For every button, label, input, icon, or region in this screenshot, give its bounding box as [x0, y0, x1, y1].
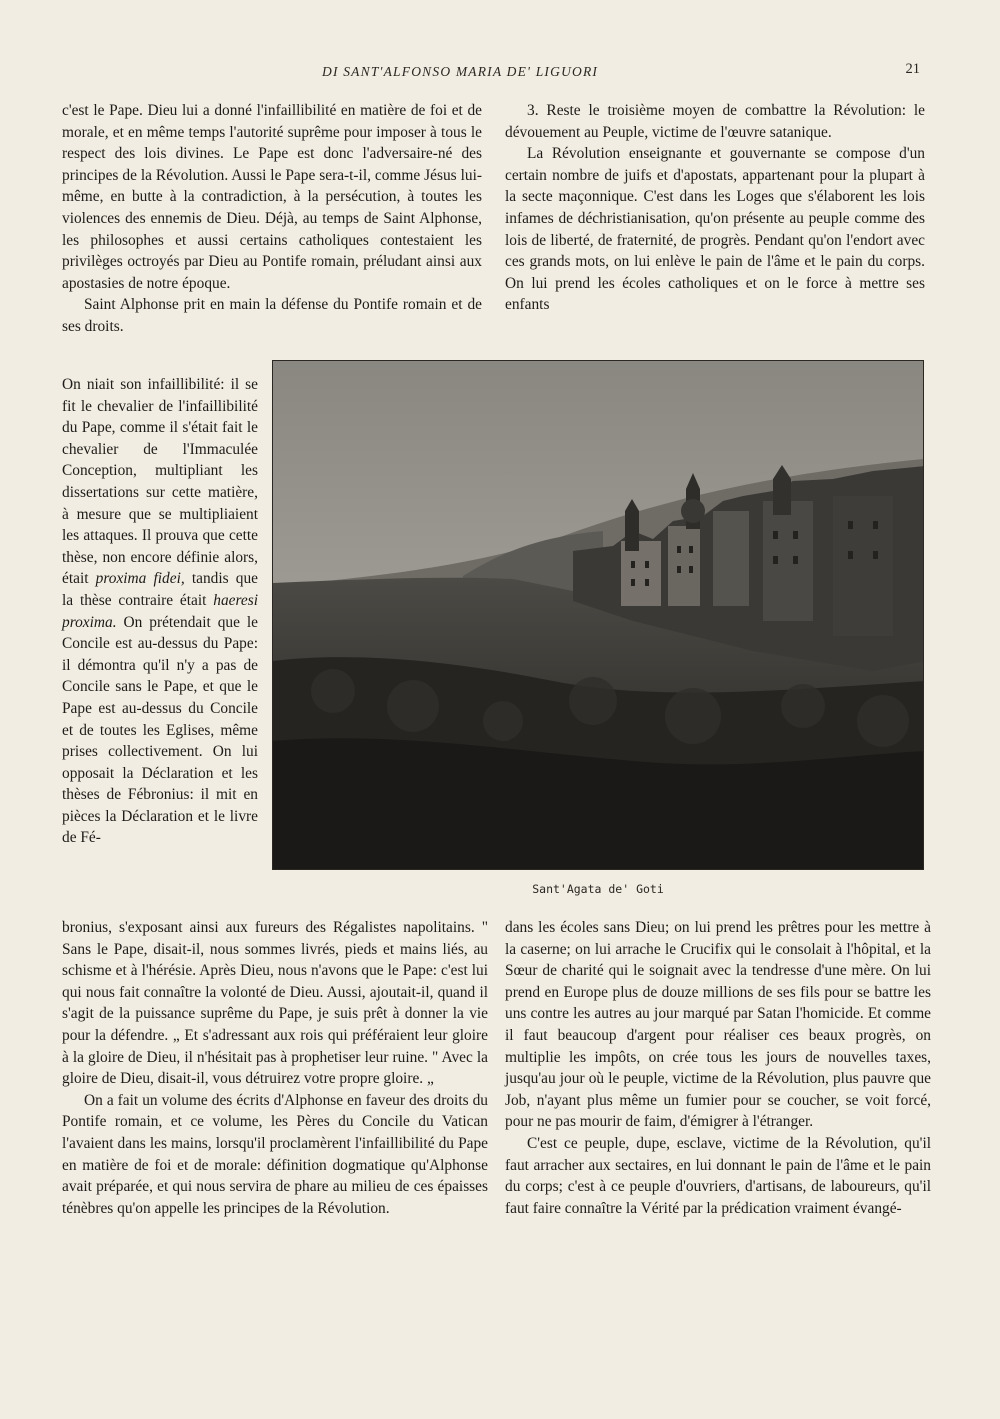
right-column-top	[505, 100, 925, 316]
text-run: On niait son infaillibilité: il se fit le chevalier de l'infaillibilité du Pape, comme il s'était fait le chevalier de l'Immaculée Conception, multipliant les dissertations sur cette matière, à mesure que se multipliaient les attaques. Il prouva que cette thèse, non encore définie alors, était	[62, 376, 258, 588]
left-column-top	[62, 100, 482, 338]
paragraph: c'est le Pape. Dieu lui a donné l'infaillibilité en matière de foi et de morale, et en même temps l'autorité suprême pour imposer à tous le respect des lois divines. Le Pape est donc l'adversaire-né des principes de la Révolution. Aussi le Pape sera-t-il, comme Jésus lui-même, en butte à la contradiction, à la persécution, à toutes les violences des ennemis de Dieu. Déjà, au temps de Saint Alphonse, les philosophes et aussi certains catholiques contestaient les privilèges octroyés par Dieu au Pontife romain, préludant ainsi aux apostasies de notre époque.	[62, 102, 482, 292]
text-run: tandis que la thèse contraire était	[62, 570, 258, 609]
town-photograph	[272, 360, 924, 870]
photo-caption: Sant'Agata de' Goti	[532, 882, 664, 896]
paragraph-narrow	[62, 374, 258, 849]
paragraph: Saint Alphonse prit en main la défense du Pontife romain et de ses droits.	[62, 296, 482, 335]
paragraph: On a fait un volume des écrits d'Alphonse en faveur des droits du Pontife romain, et ce volume, les Pères du Concile du Vatican l'avaient dans les mains, lorsqu'il proclamèrent l'infaillibilité du Pape en matière de foi et de morale: définition dogmatique qu'Alphonse avait préparée, et qui nous servira de phare au milieu de ces épaisses ténèbres qu'on appelle les principes de la Révolution.	[62, 1091, 488, 1217]
italic-phrase: proxima fidei,	[95, 570, 185, 588]
left-column-bottom	[62, 917, 488, 1219]
left-column-narrow	[62, 374, 258, 849]
paragraph: La Révolution enseignante et gouvernante se compose d'un certain nombre de juifs et d'apostats, appartenant pour la plupart à la secte maçonnique. C'est dans les Loges que s'élaborent les lois infames de déchristianisation, qu'on présente au peuple comme des lois de liberté, de fraternité, de progrès. Pendant qu'on l'endort avec ces grands mots, on lui enlève le pain de l'âme et le pain du corps. On lui prend les écoles catholiques et on le force à mettre ses enfants	[505, 145, 925, 314]
right-column-bottom	[505, 917, 931, 1219]
paragraph: 3. Reste le troisième moyen de combattre la Révolution: le dévouement au Peuple, victime de l'œuvre satanique.	[505, 102, 925, 141]
town-photograph-image	[273, 361, 924, 870]
paragraph: C'est ce peuple, dupe, esclave, victime de la Révolution, qu'il faut arracher aux sectaires, en lui donnant le pain de l'âme et le pain du corps; c'est à ce peuple d'ouvriers, d'artisans, de laboureurs, qu'il faut faire connaître la Vérité par la prédication vraiment évangé-	[505, 1134, 931, 1217]
running-title: DI SANT'ALFONSO MARIA DE' LIGUORI	[322, 64, 599, 79]
paragraph: bronius, s'exposant ainsi aux fureurs des Régalistes napolitains. " Sans le Pape, disait-il, nous sommes livrés, pieds et mains liés, au schisme et à l'hérésie. Après Dieu, nous n'avons que le Pape: c'est lui qui nous fait connaître la volonté de Dieu. Aussi, ajoutait-il, quand il s'agit de la puissance suprême du Pape, je suis prêt à donner la vie pour la défendre. „ Et s'adressant aux rois qui préféraient leur gloire à la gloire de Dieu, il n'hésitait pas à prophetiser leur ruine. " Avec la gloire de Dieu, disait-il, vous détruirez votre propre gloire. „	[62, 919, 488, 1088]
text-run: On prétendait que le Concile est au-dessus du Pape: il démontra qu'il n'y a pas de Concile sans le Pape, et que le Pape est au-dessus du Concile et de toutes les Eglises, même prises collectivement. On lui opposait la Déclaration et les thèses de Fébronius: il mit en pièces la Déclaration et le livre de Fé-	[62, 613, 258, 847]
page-number: 21	[905, 61, 920, 77]
paragraph: dans les écoles sans Dieu; on lui prend les prêtres pour les mettre à la caserne; on lui arrache le Crucifix qui le consolait à l'hôpital, et la Sœur de charité qui le soignait avec la tendresse d'une mère. On lui prend en Europe plus de douze millions de ses fils pour se battre les uns contre les autres au jour marqué par Satan l'homicide. Et comme il faut beaucoup d'argent pour réaliser ces beaux progrès, on multiplie les impôts, on crée tous les jours de nouvelles taxes, jusqu'au jour où le peuple, victime de la Révolution, plus pauvre que Job, n'ayant plus même un fumier pour se coucher, se voit forcé, pour ne pas mourir de faim, d'émigrer à l'étranger.	[505, 919, 931, 1131]
italic-phrase: haeresi proxima.	[62, 591, 258, 631]
running-header	[0, 61, 1000, 86]
